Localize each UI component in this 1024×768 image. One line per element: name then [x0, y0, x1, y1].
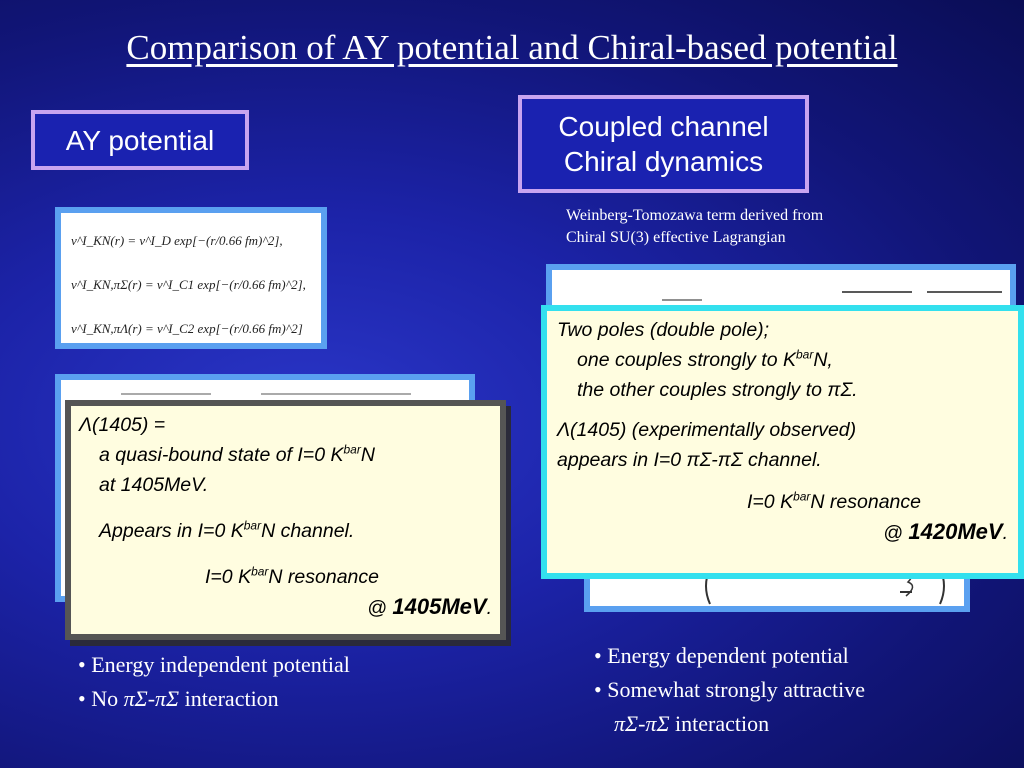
- bullet-text: Somewhat strongly attractive: [607, 677, 866, 702]
- callout-line: [79, 516, 492, 546]
- coupled-channel-label-line2: Chiral dynamics: [563, 146, 764, 177]
- ay-bullet-list: [78, 648, 350, 716]
- bullet-item: [78, 648, 350, 682]
- callout-line: Two poles (double pole);: [557, 319, 770, 341]
- bullet-text: interaction: [669, 711, 770, 736]
- callout-line: appears in I=0 πΣ-πΣ channel.: [557, 449, 822, 471]
- chiral-bullet-list: [594, 639, 865, 741]
- callout-sup: bar: [343, 442, 361, 457]
- callout-line: the other couples strongly to πΣ.: [577, 379, 858, 401]
- slide-title: Comparison of AY potential and Chiral-based potential: [126, 28, 898, 67]
- bullet-prefix: •: [594, 643, 608, 668]
- bullet-item: [78, 682, 350, 716]
- callout-line: Λ(1405) (experimentally observed): [557, 419, 857, 441]
- resonance-energy: 1420MeV: [908, 519, 1003, 544]
- bullet-item: [594, 673, 865, 707]
- callout-text: one couples strongly to K: [577, 349, 796, 371]
- callout-sup: bar: [251, 564, 269, 579]
- callout-text: N channel.: [261, 520, 355, 542]
- callout-text: I=0 K: [205, 566, 252, 588]
- callout-line: [79, 440, 492, 470]
- bullet-text: Energy dependent potential: [607, 643, 849, 668]
- coupled-channel-label: [518, 95, 809, 193]
- callout-line: [557, 517, 1008, 548]
- bullet-emphasis: πΣ-πΣ: [614, 711, 670, 736]
- callout-text: Appears in I=0 K: [99, 520, 244, 542]
- bullet-item: [594, 639, 865, 673]
- callout-text: I=0 K: [747, 491, 794, 513]
- callout-sup: bar: [793, 489, 811, 504]
- callout-sup: bar: [243, 518, 262, 533]
- bullet-prefix: •: [78, 652, 92, 677]
- bullet-emphasis: πΣ-πΣ: [123, 686, 180, 711]
- bullet-prefix: •: [594, 677, 608, 702]
- bullet-text: interaction: [179, 686, 279, 711]
- callout-text: a quasi-bound state of I=0 K: [99, 444, 344, 466]
- ay-potential-label: AY potential: [31, 110, 249, 170]
- callout-text: N resonance: [810, 491, 921, 513]
- bullet-prefix: • No: [78, 686, 124, 711]
- ay-formula-line: v^I_KN(r) = v^I_D exp[−(r/0.66 fm)^2],: [71, 233, 283, 248]
- callout-text: N: [360, 444, 375, 466]
- bullet-item: [594, 707, 865, 741]
- note-line-2: Chiral SU(3) effective Lagrangian: [566, 229, 786, 246]
- note-line-1: Weinberg-Tomozawa term derived from: [566, 207, 824, 224]
- callout-line: at 1405MeV.: [99, 474, 209, 496]
- callout-line: Λ(1405) =: [79, 414, 166, 436]
- callout-text: N resonance: [268, 566, 379, 588]
- ay-formula-line: v^I_KN,πΛ(r) = v^I_C2 exp[−(r/0.66 fm)^2]: [71, 321, 303, 336]
- callout-line: [557, 487, 1008, 517]
- callout-line: [79, 592, 492, 623]
- callout-text: .: [486, 597, 492, 619]
- callout-text: N,: [813, 349, 833, 371]
- callout-line: [79, 562, 492, 592]
- callout-sup: bar: [795, 347, 814, 362]
- callout-text: @: [883, 522, 903, 544]
- resonance-energy: 1405MeV: [392, 594, 487, 619]
- callout-line: [557, 345, 1008, 375]
- two-poles-callout: [541, 305, 1024, 579]
- coupled-channel-label-line1: Coupled channel: [558, 111, 769, 142]
- callout-text: .: [1002, 522, 1008, 544]
- lambda-1405-ay-callout: [65, 400, 506, 640]
- bullet-text: Energy independent potential: [91, 652, 350, 677]
- ay-formula-line: v^I_KN,πΣ(r) = v^I_C1 exp[−(r/0.66 fm)^2],: [71, 277, 306, 292]
- callout-text: @: [367, 597, 387, 619]
- ay-potential-formula-panel: [55, 207, 327, 349]
- weinberg-tomozawa-note: [566, 205, 823, 249]
